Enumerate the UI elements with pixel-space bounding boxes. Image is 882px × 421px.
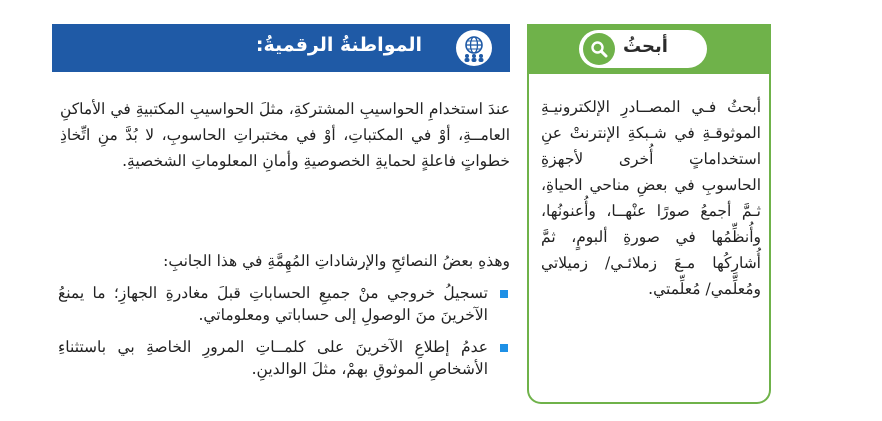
tips-heading: وهذهِ بعضُ النصائحِ والإرشاداتِ المُهِمَّةِ في هذا الجانبِ: (163, 252, 510, 270)
search-icon (583, 33, 615, 65)
research-paragraph: أبحثُ فـي المصــادرِ الإلكترونيـةِ الموثوقـةِ في شـبكةِ الإنترنتْ عنِ استخداماتٍ أُخرى لأجهزةِ الحاسوبِ في بعضِ مناحي الحياةِ، ثـمَّ أجمعُ صورًا عنْهــا، وأُعنونُها، وأُنظِّمُها في صورةِ ألبومٍ، ثمَّ أُشارِكُها مـعَ زملائـي/ زميلاتي ومُعلِّمي/ مُعلِّمتي. (541, 98, 761, 298)
tip-text: عدمُ إطلاعِ الآخرينَ على كلمــاتِ المرورِ الخاصةِ بي باستثناءِ الأشخاصِ الموثوقِ بهمْ، مثلَ الوالدينِ. (58, 338, 488, 378)
section-header (52, 24, 510, 72)
digital-citizenship-section (52, 24, 510, 378)
list-item (58, 336, 510, 380)
tip-text: تسجيلُ خروجي منْ جميعِ الحساباتِ قبلَ مغادرةِ الجهازِ؛ ما يمنعُ الآخرينَ منَ الوصولِ إلى حساباتي ومعلوماتي. (58, 284, 488, 324)
section-title: المواطنةُ الرقميةُ: (255, 34, 422, 56)
list-item (58, 282, 510, 326)
research-header (527, 24, 771, 74)
bullet-square-icon (500, 290, 508, 298)
globe-people-icon (456, 30, 492, 66)
research-title: أبحثُ (623, 36, 668, 57)
research-box (527, 24, 771, 409)
research-title-pill (579, 30, 707, 68)
intro-paragraph: عندَ استخدامِ الحواسيبِ المشتركةِ، مثلَ الحواسيبِ المكتبيةِ في الأماكنِ العامــةِ، أوْ في المكتباتِ، أوْ في مختبراتِ الحاسوبِ، لا بُدَّ منِ اتِّخاذِ خطواتٍ فاعلةٍ لحمايةِ الخصوصيةِ وأمانِ المعلوماتِ الشخصيةِ. (60, 100, 510, 170)
bullet-square-icon (500, 344, 508, 352)
tips-list (58, 282, 510, 390)
